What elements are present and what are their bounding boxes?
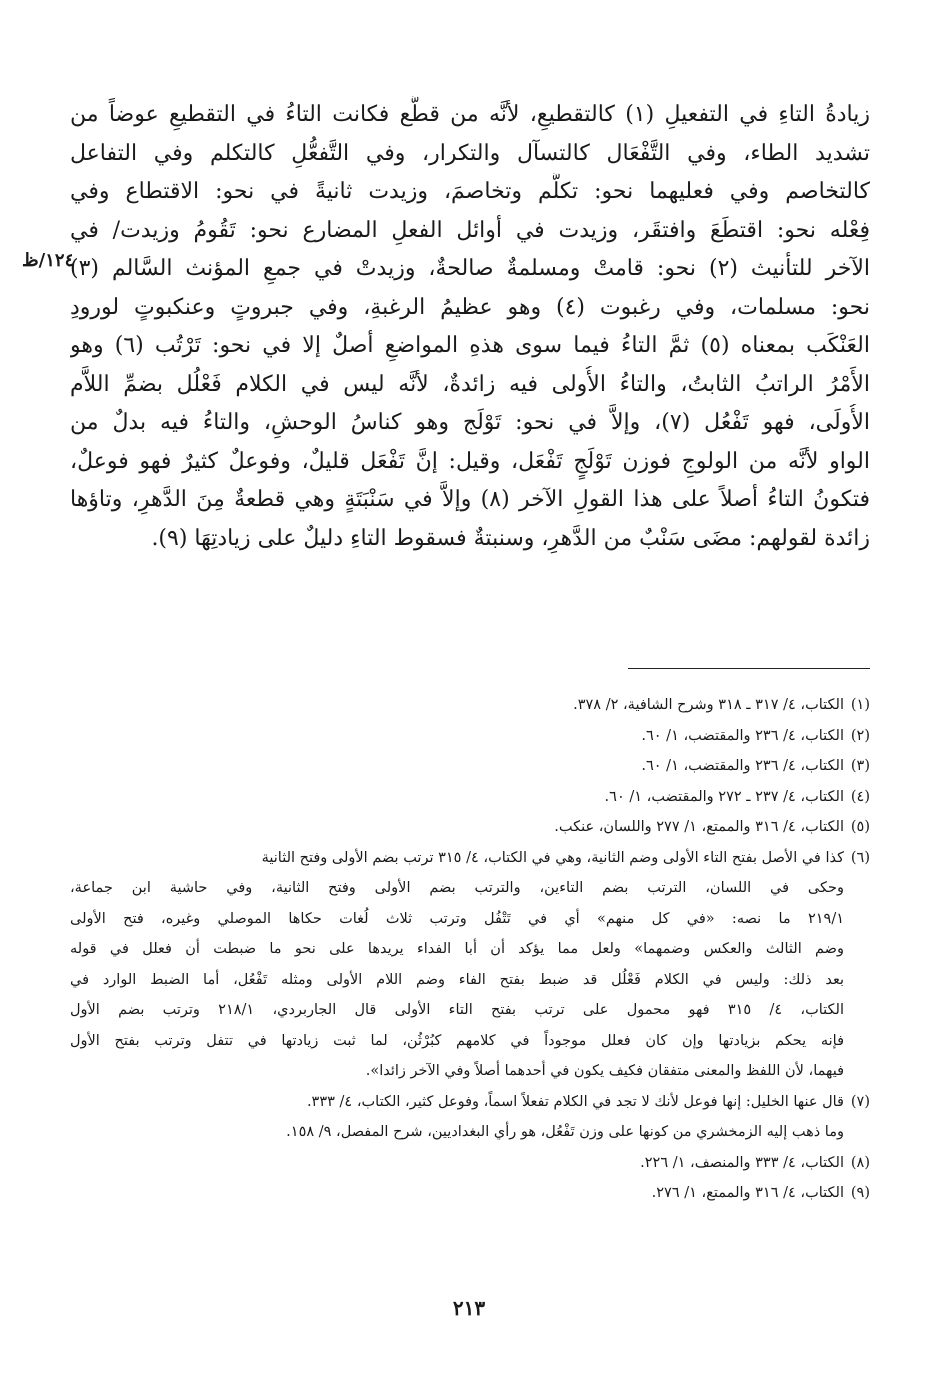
footnote-number: (١) <box>850 697 870 713</box>
footnote-separator <box>628 668 870 669</box>
footnote-continuation: فيهما، لأن اللفظ والمعنى متفقان فكيف يكون في أحدهما أصلاً وفي الآخر زائدا». <box>365 1063 844 1079</box>
footnotes-block <box>70 690 870 1209</box>
footnote-text: كذا في الأصل بفتح التاء الأولى وضم الثانية، وهي في الكتاب، ٤/ ٣١٥ ترتب بضم الأولى وفتح الثانية <box>261 849 844 866</box>
footnote-continuation: وحكى في اللسان، الترتب بضم التاءين، والترتب بضم الأولى وفتح الثانية، وفي حاشية ابن جماعة، <box>70 880 844 896</box>
footnote-number: (٣) <box>850 758 870 774</box>
footnote-number: (٦) <box>850 849 870 866</box>
footnote-continuation: الكتاب، ٤/ ٣١٥ فهو محمول على ترتب بفتح التاء الأولى قال الجاربردي، ٢١٨/١ وترتب بضم الأول <box>70 1002 844 1018</box>
footnote-continuation: وما ذهب إليه الزمخشري من كونها على وزن تَفْعُل، هو رأي البغداديين، شرح المفصل، ٩/ ١٥٨. <box>286 1124 844 1140</box>
footnote-number: (٤) <box>850 788 870 805</box>
text-line: فِعْله نحو: اقتطَعَ وافتقَر، وزيدت في أوائل الفعلِ المضارع نحو: تَقُومُ وزيدت/ في <box>70 217 870 243</box>
footnote-number: (٧) <box>850 1093 870 1110</box>
text-line: نحو: مسلمات، وفي رغبوت (٤) وهو عظيمُ الرغبةِ، وفي جبروتٍ وعنكبوتٍ لورودِ <box>70 294 870 320</box>
footnote-text: الكتاب، ٤/ ٢٣٧ ـ ٢٧٢ والمقتضب، ١/ ٦٠. <box>604 788 844 805</box>
text-line: زيادةُ التاءِ في التفعيلِ (١) كالتقطيعِ، لأنَّه من قطَّع فكانت التاءُ في التقطيعِ عوضاً من <box>70 102 870 127</box>
text-line: الأُولَى، فهو تَفْعُل (٧)، وإلاَّ في نحو: تَوْلَج وهو كناسُ الوحشِ، والتاءُ فيه بدلٌ من <box>70 410 870 435</box>
footnote-number: (٩) <box>850 1185 870 1201</box>
footnote-text: الكتاب، ٤/ ٣١٧ ـ ٣١٨ وشرح الشافية، ٢/ ٣٧٨. <box>573 697 844 713</box>
text-line: العَنْكَب بمعناه (٥) ثمَّ التاءُ فيما سوى هذهِ المواضعِ أصلٌ إلا في نحو: تَرْتُب (٦) وهو <box>70 333 870 358</box>
text-line: فتكونُ التاءُ أصلاً على هذا القولِ الآخر (٨) وإلاَّ في سَنْبَتَةٍ وهي قطعةٌ مِنَ الدَّهرِ، وتاؤها <box>70 487 870 512</box>
manuscript-folio-marker: ١٢٤/ظ <box>22 250 75 271</box>
text-line: الواو لأنَّه من الولوجِ فوزن تَوْلَجٍ تَفْعَل، وقيل: إنَّ تَفْعَل قليلٌ، وفوعلٌ كثيرٌ فهو فوعلٌ، <box>70 448 870 474</box>
footnote-number: (٥) <box>850 819 870 835</box>
footnote-2 <box>70 721 870 752</box>
footnote-continuation: وضم الثالث والعكس وضمهما» ولعل مما يؤكد أن أبا الفداء يريدها على نحو ما ضبطت أن فعلل في قوله <box>70 941 844 957</box>
footnote-1 <box>70 690 870 721</box>
page-number: ٢١٣ <box>452 1296 486 1320</box>
footnote-text: الكتاب، ٤/ ٢٣٦ والمقتضب، ١/ ٦٠. <box>641 758 844 774</box>
footnote-text: الكتاب، ٤/ ٣١٦ والممتع، ١/ ٢٧٧ واللسان، عنكب. <box>554 819 844 835</box>
footnote-text: الكتاب، ٤/ ٣١٦ والممتع، ١/ ٢٧٦. <box>651 1185 844 1201</box>
footnote-6 <box>70 843 870 874</box>
footnote-continuation: فإنه يحكم بزيادتها وإن كان فعلل موجوداً في كلامهم كبُرْثُن، لما ثبت زيادتها في تتفل وترتب بفتح الأول <box>70 1032 844 1049</box>
footnote-continuation: بعد ذلك: وليس في الكلام فَعْلُل قد ضبط بفتح الفاء وضم اللام الأولى ومثله تَفْعُل، أما الضبط الوارد في <box>70 971 844 988</box>
footnote-continuation: ٢١٩/١ ما نصه: «في كل منهم» أي في تَتْفُل وترتب ثلاث لُغات حكاها الموصلي وغيره، فتح الأولى <box>70 910 844 927</box>
footnote-3 <box>70 751 870 782</box>
footnote-9 <box>70 1178 870 1209</box>
footnote-text: قال عنها الخليل: إنها فوعل لأنك لا تجد في الكلام تفعلاً اسماً، وفوعل كثير، الكتاب، ٤/ ٣٣٣. <box>306 1093 844 1110</box>
text-line: كالتخاصم وفي فعليهما نحو: تكلَّم وتخاصمَ، وزيدت ثانيةً في نحو: الاقتطاع وفي <box>70 179 870 204</box>
text-line: الآخر للتأنيث (٢) نحو: قامتْ ومسلمةٌ صالحةٌ، وزيدتْ في جمعِ المؤنث السَّالم (٣) <box>70 256 870 281</box>
text-line: تشديد الطاء، وفي التَّفْعَال كالتسآل والتكرار، وفي التَّفعُّلِ كالتكلم وفي التفاعل <box>70 140 870 166</box>
text-line: زائدة لقولهم: مضَى سَنْبٌ من الدَّهرِ، وسنبتةٌ فسقوط التاءِ دليلٌ على زيادتِهَا (٩). <box>151 525 870 551</box>
main-text-block <box>70 96 870 558</box>
footnote-text: الكتاب، ٤/ ٢٣٦ والمقتضب، ١/ ٦٠. <box>641 727 844 744</box>
footnote-7 <box>70 1087 870 1118</box>
text-line: الأَمْرُ الراتبُ الثابتُ، والتاءُ الأُولى فيه زائدةٌ، لأنَّه ليس في الكلام فَعْلُل بضمِّ اللاَّم <box>70 371 870 397</box>
footnote-5 <box>70 812 870 843</box>
footnote-4 <box>70 782 870 813</box>
footnote-number: (٨) <box>850 1154 870 1171</box>
footnote-8 <box>70 1148 870 1179</box>
footnote-number: (٢) <box>850 727 870 744</box>
footnote-text: الكتاب، ٤/ ٣٣٣ والمنصف، ١/ ٢٢٦. <box>640 1154 844 1171</box>
